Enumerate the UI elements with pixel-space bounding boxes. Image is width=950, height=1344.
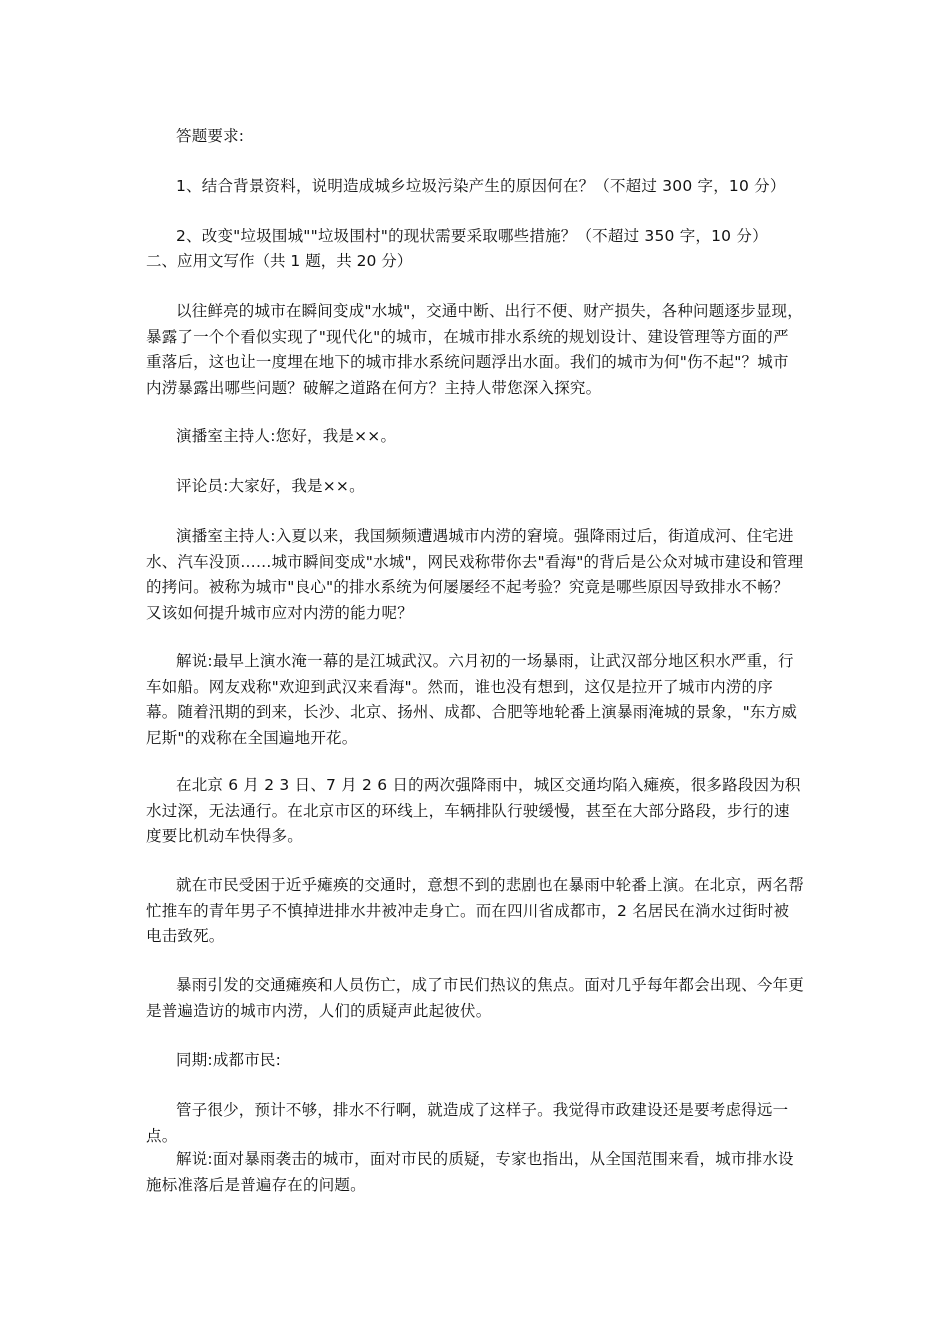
paragraph-host-intro: 演播室主持人:入夏以来，我国频频遭遇城市内涝的窘境。强降雨过后，街道成河、住宅进水、汽车没顶……城市瞬间变成"水城"，网民戏称带你去"看海"的背后是公众对城市建设和管理的拷问。被称为城市"良心"的排水系统为何屡屡经不起考验？究竟是哪些原因导致排水不畅？又该如何提升城市应对内涝的能力呢？ (146, 527, 804, 622)
question-2: 2、改变"垃圾围城""垃圾围村"的现状需要采取哪些措施？（不超过 350 字，10 分） (176, 227, 768, 245)
paragraph-beijing-rain: 在北京 6 月 2 3 日、7 月 2 6 日的两次强降雨中，城区交通均陷入瘫痪，很多路段因为积水过深，无法通行。在北京市区的环线上，车辆排队行驶缓慢，甚至在大部分路段，步行的速度要比机动车快得多。 (146, 776, 801, 845)
paragraph-intro: 以往鲜亮的城市在瞬间变成"水城"，交通中断、出行不便、财产损失，各种问题逐步显现，暴露了一个个看似实现了"现代化"的城市，在城市排水系统的规划设计、建设管理等方面的严重落后，这也让一度埋在地下的城市排水系统问题浮出水面。我们的城市为何"伤不起"？城市内涝暴露出哪些问题？破解之道路在何方？主持人带您深入探究。 (146, 302, 803, 397)
paragraph-public-doubt: 暴雨引发的交通瘫痪和人员伤亡，成了市民们热议的焦点。面对几乎每年都会出现、今年更是普遍造访的城市内涝，人们的质疑声此起彼伏。 (146, 976, 805, 1020)
section-2-title: 二、应用文写作（共 1 题，共 20 分） (146, 252, 413, 270)
paragraph-commentator-greeting: 评论员:大家好，我是××。 (176, 477, 365, 495)
paragraph-expert-narration: 解说:面对暴雨袭击的城市，面对市民的质疑，专家也指出，从全国范围来看，城市排水设施标准落后是普遍存在的问题。 (146, 1150, 794, 1194)
paragraph-chengdu-citizen-label: 同期:成都市民: (176, 1051, 282, 1069)
paragraph-narration-wuhan: 解说:最早上演水淹一幕的是江城武汉。六月初的一场暴雨，让武汉部分地区积水严重，行车如船。网友戏称"欢迎到武汉来看海"。然而，谁也没有想到，这仅是拉开了城市内涝的序幕。随着汛期的到来，长沙、北京、扬州、成都、合肥等地轮番上演暴雨淹城的景象，"东方威尼斯"的戏称在全国遍地开花。 (146, 652, 798, 747)
answer-requirements-label: 答题要求: (176, 127, 245, 145)
paragraph-tragedy: 就在市民受困于近乎瘫痪的交通时，意想不到的悲剧也在暴雨中轮番上演。在北京，两名帮忙推车的青年男子不慎掉进排水井被冲走身亡。而在四川省成都市，2 名居民在淌水过街时被电击致死。 (146, 876, 805, 945)
paragraph-citizen-quote: 管子很少，预计不够，排水不行啊，就造成了这样子。我觉得市政建设还是要考虑得远一点。 (146, 1101, 789, 1145)
question-1: 1、结合背景资料，说明造成城乡垃圾污染产生的原因何在？（不超过 300 字，10 分） (176, 177, 786, 195)
paragraph-host-greeting: 演播室主持人:您好，我是××。 (176, 427, 397, 445)
